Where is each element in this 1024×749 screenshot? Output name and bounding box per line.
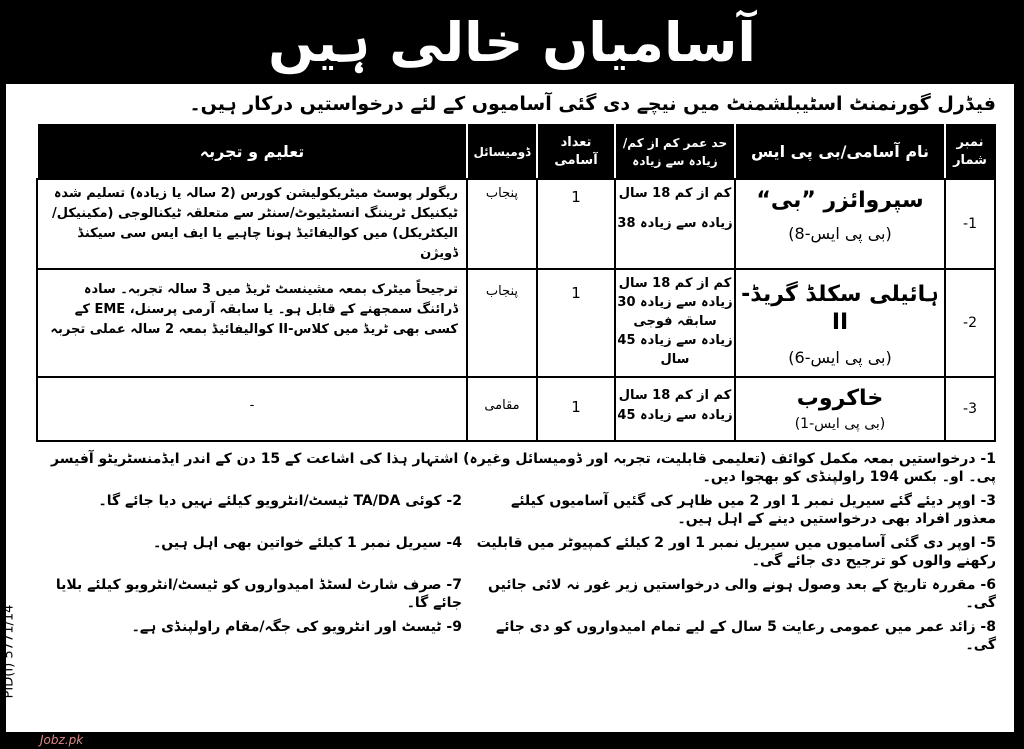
age-max: زیادہ سے زیادہ 38 xyxy=(617,216,733,231)
header-serial: نمبر شمار xyxy=(945,125,995,179)
table-row xyxy=(37,269,995,377)
note-3: 3- اوپر دیئے گئے سیریل نمبر 1 اور 2 میں ظاہر کی گئیں آسامیوں کیلئے معذور افراد بھی درخواستیں دینے کے اہل ہیں۔ xyxy=(511,493,996,527)
note-7: 7- صرف شارٹ لسٹڈ امیدواروں کو ٹیسٹ/انٹرویو کیلئے بلایا جائے گا۔ xyxy=(55,577,462,611)
post-bps: (بی پی ایس-6) xyxy=(788,348,892,367)
note-1: 1- درخواستیں بمعہ مکمل کوائف (تعلیمی قابلیت، تجربہ اور ڈومیسائل وغیرہ) اشتہار ہذا کی اشاعت کے 15 دن کے اندر ایڈمنسٹریٹو آفیسر پی۔ او۔ بکس 194 راولپنڈی کو بھجوا دیں۔ xyxy=(51,451,996,485)
age-min: کم از کم 18 سال xyxy=(618,186,732,201)
serial: 3- xyxy=(945,377,995,441)
age-min: کم از کم 18 سال xyxy=(618,276,732,291)
post-cell xyxy=(735,377,945,441)
table-row xyxy=(37,377,995,441)
post-bps: (بی پی ایس-8) xyxy=(788,224,892,243)
note-4: 4- سیریل نمبر 1 کیلئے خواتین بھی اہل ہیں۔ xyxy=(153,535,462,551)
ad-body xyxy=(1,84,1014,732)
age-max: زیادہ سے زیادہ 45 xyxy=(617,408,733,423)
header-education: تعلیم و تجربہ xyxy=(37,125,467,179)
header-band xyxy=(0,0,1024,84)
table-row xyxy=(37,179,995,269)
header-domicile: ڈومیسائل xyxy=(467,125,537,179)
count: 1 xyxy=(537,377,615,441)
post-cell xyxy=(735,269,945,377)
post-name: سپروائزر ”بی“ xyxy=(756,188,924,213)
education: ترجیحاً میٹرک بمعہ مشینسٹ ٹریڈ میں 3 سالہ تجربہ۔ سادہ ڈرائنگ سمجھنے کے قابل ہو۔ یا سابقہ آرمی پرسنل، EME کے کسی بھی ٹریڈ میں کلاس-II کوالیفائیڈ بمعہ 2 سالہ عملی تجربہ xyxy=(37,269,467,377)
header-age: حد عمر کم از کم/زیادہ سے زیادہ xyxy=(615,125,735,179)
age-cell xyxy=(615,269,735,377)
post-name: ہائیلی سکلڈ گریڈ-II xyxy=(741,282,939,335)
education: - xyxy=(37,377,467,441)
watermark: Jobz.pk xyxy=(40,733,84,747)
count: 1 xyxy=(537,269,615,377)
age-min: کم از کم 18 سال xyxy=(618,388,732,403)
domicile: مقامی xyxy=(467,377,537,441)
note-8: 8- زائد عمر میں عمومی رعایت 5 سال کے لیے تمام امیدواروں کو دی جائے گی۔ xyxy=(496,619,996,653)
terms-list xyxy=(36,450,996,654)
table-header-row xyxy=(37,125,995,179)
post-name: خاکروب xyxy=(796,386,884,411)
age-cell xyxy=(615,377,735,441)
age-cell xyxy=(615,179,735,269)
serial: 1- xyxy=(945,179,995,269)
header-count: تعداد آسامی xyxy=(537,125,615,179)
ad-subtitle: فیڈرل گورنمنٹ اسٹیبلشمنٹ میں نیچے دی گئی آسامیوں کے لئے درخواستیں درکار ہیں۔ xyxy=(189,93,996,115)
domicile: پنجاب xyxy=(467,179,537,269)
note-2: 2- کوئی TA/DA ٹیسٹ/انٹرویو کیلئے نہیں دیا جائے گا۔ xyxy=(98,493,462,509)
header-post: نام آسامی/بی پی ایس xyxy=(735,125,945,179)
age-ex-army-max: زیادہ سے زیادہ 45 سال xyxy=(617,333,733,367)
domicile: پنجاب xyxy=(467,269,537,377)
note-6: 6- مقررہ تاریخ کے بعد وصول ہونے والی درخواستیں زیر غور نہ لائی جائیں گی۔ xyxy=(487,577,996,611)
ad-title: آسامیاں خالی ہیں xyxy=(268,11,756,74)
vacancy-table xyxy=(36,124,996,442)
education: ریگولر پوسٹ میٹریکولیشن کورس (2 سالہ یا زیادہ) تسلیم شدہ ٹیکنیکل ٹریننگ انسٹیٹیوٹ/سنٹر سے متعلقہ ٹیکنالوجی (مکینیکل/الیکٹریکل) میں کوالیفائیڈ ہونا چاہیے یا ایف ایس سی سیکنڈ ڈویژن xyxy=(37,179,467,269)
post-cell xyxy=(735,179,945,269)
serial: 2- xyxy=(945,269,995,377)
age-max: زیادہ سے زیادہ 30 xyxy=(617,295,733,310)
post-bps: (بی پی ایس-1) xyxy=(794,416,886,432)
note-5: 5- اوپر دی گئی آسامیوں میں سیریل نمبر 1 اور 2 کیلئے کمپیوٹر میں قابلیت رکھنے والوں کو ترجیح دی جائے گی۔ xyxy=(476,535,996,569)
age-ex-army: سابقہ فوجی xyxy=(633,314,717,329)
pid-code: PID(I) 5771/14 xyxy=(1,604,17,699)
note-9: 9- ٹیسٹ اور انٹرویو کی جگہ/مقام راولپنڈی ہے۔ xyxy=(131,619,462,635)
count: 1 xyxy=(537,179,615,269)
